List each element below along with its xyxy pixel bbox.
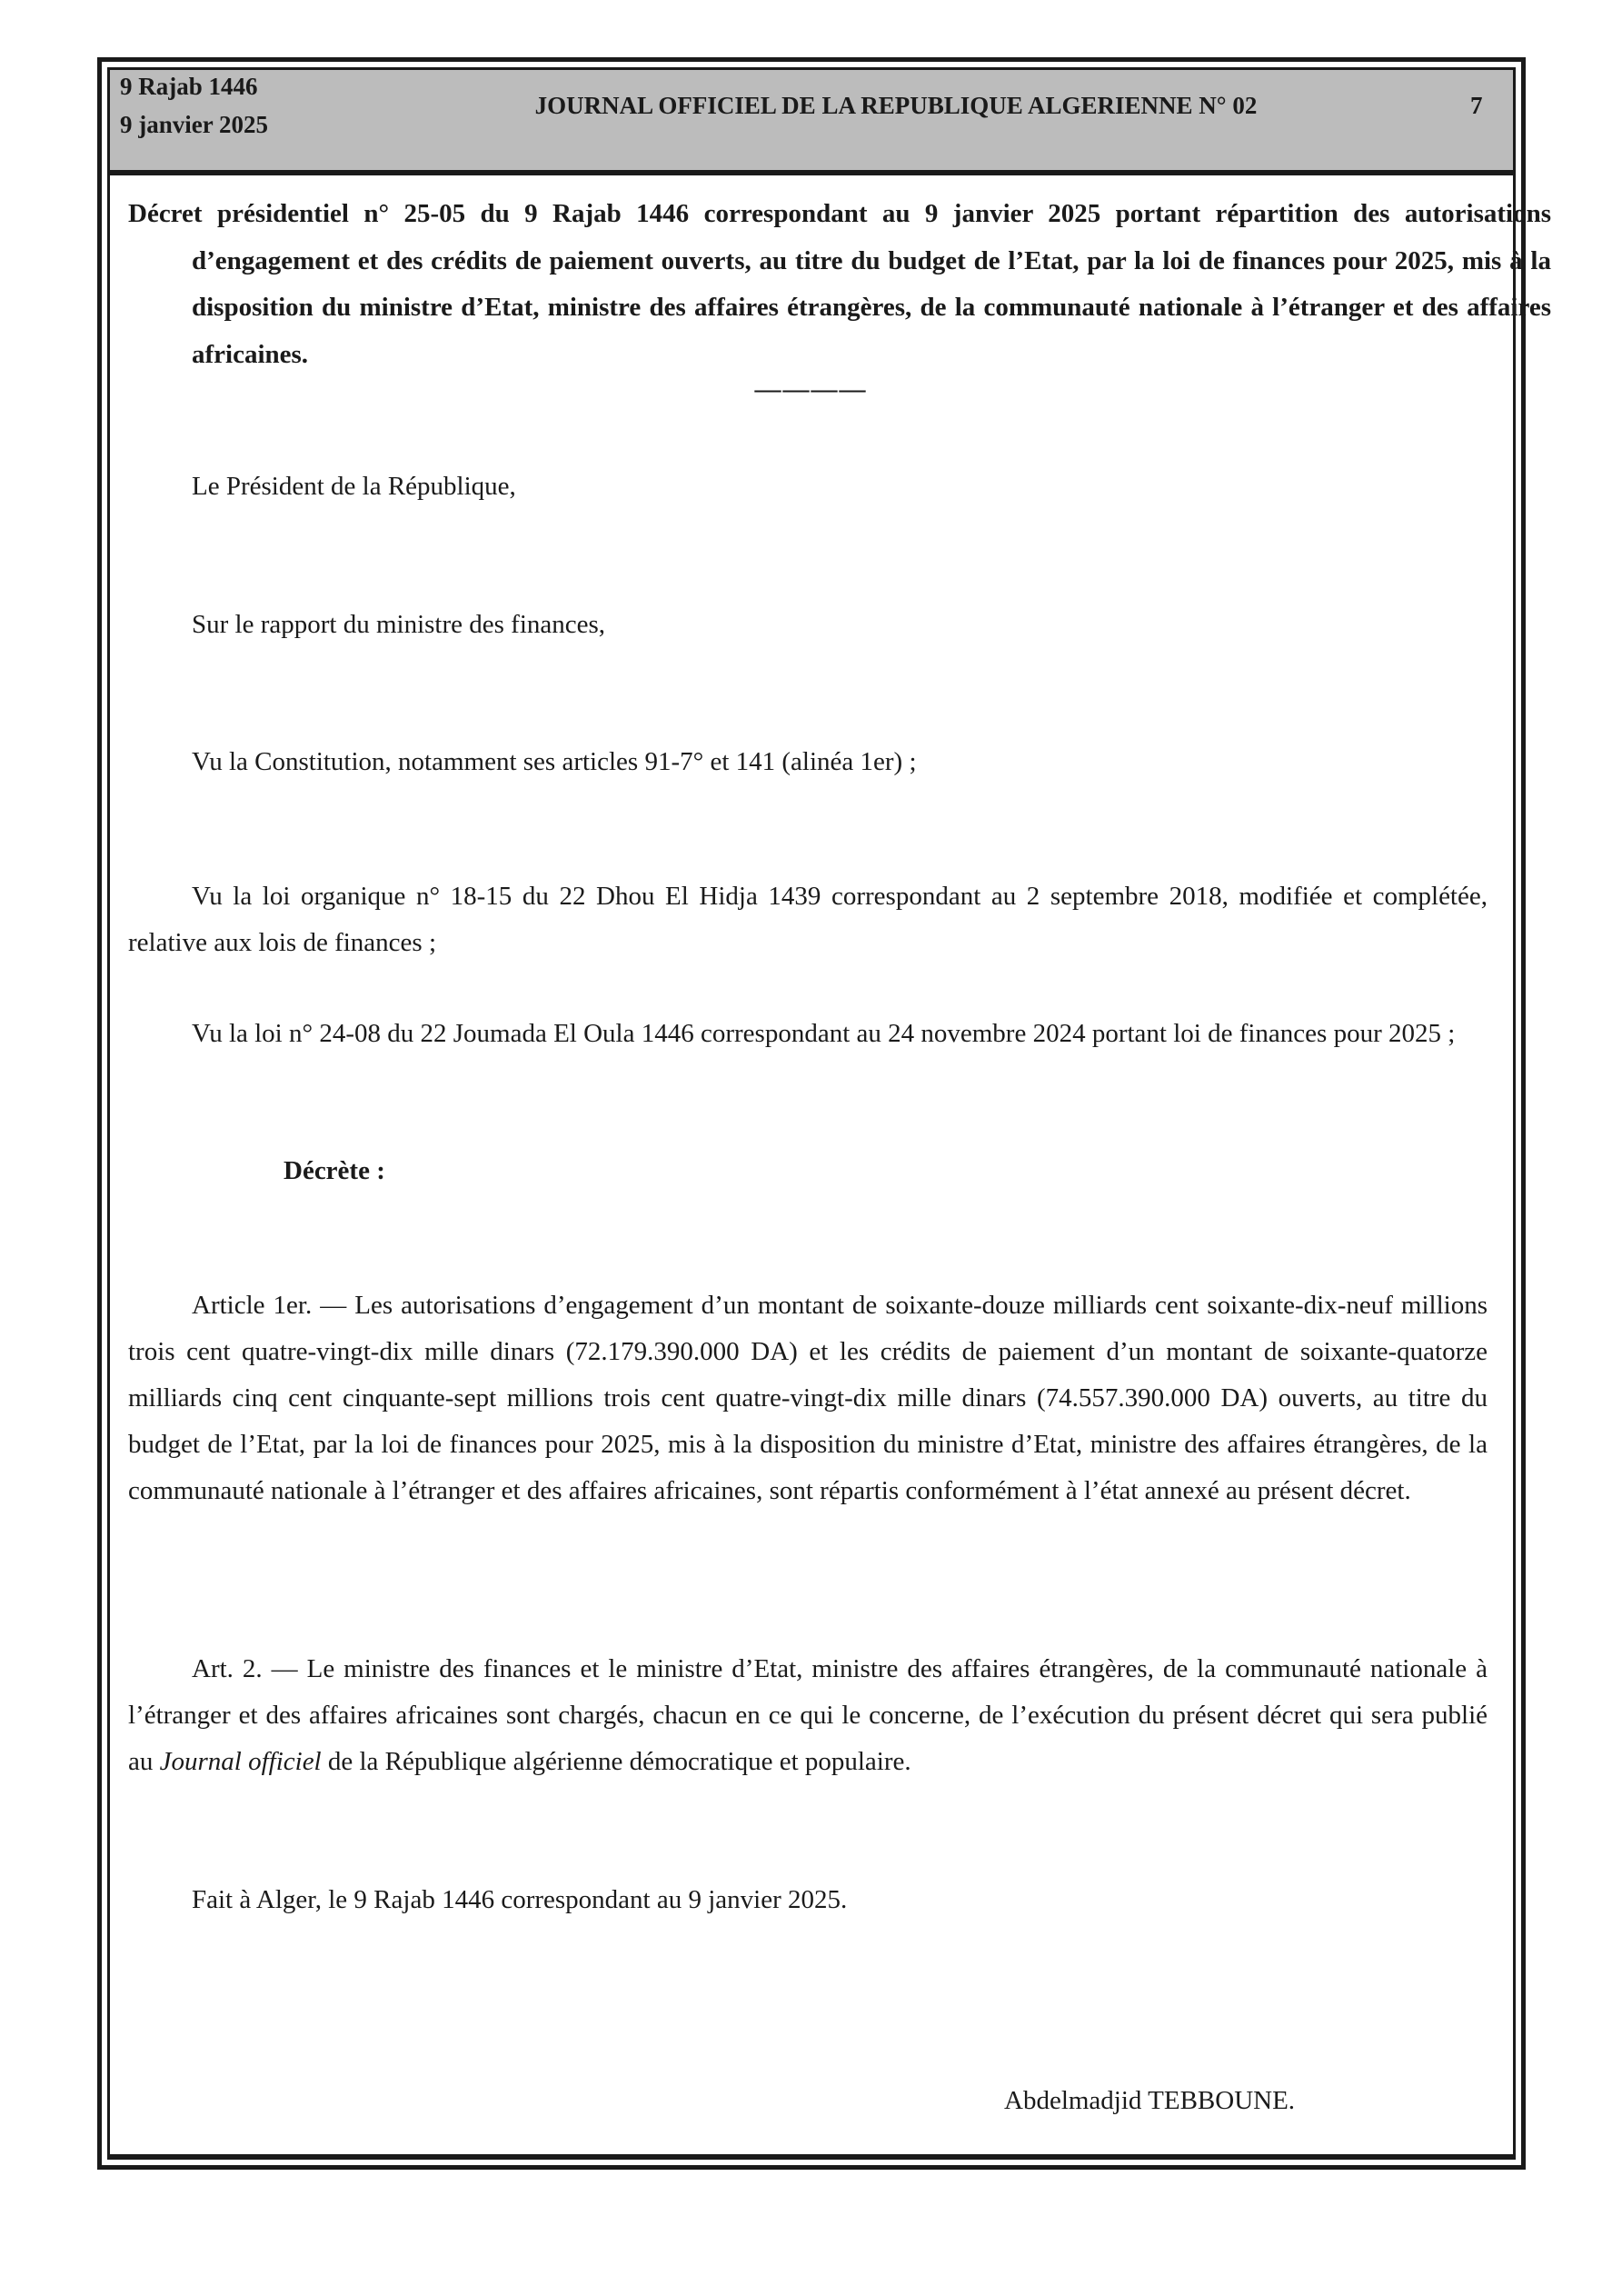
- fait-a-alger: Fait à Alger, le 9 Rajab 1446 correspondant au 9 janvier 2025.: [192, 1885, 848, 1914]
- vu-constitution: Vu la Constitution, notamment ses articles 91-7° et 141 (alinéa 1er) ;: [192, 747, 917, 776]
- header-date: 9 janvier 2025: [120, 111, 268, 138]
- decree-title: Décret présidentiel n° 25-05 du 9 Rajab 1446 correspondant au 9 janvier 2025 portant répartition des autorisations d’engagement et des crédits de paiement ouverts, au titre du budget de l’Etat, par la loi de finances pour 2025, mis à la disposition du ministre d’Etat, ministre des affaires étrangères, de la communauté nationale à l’étranger et des affaires africaines.: [128, 199, 1551, 369]
- journal-officiel-italic: Journal officiel: [159, 1747, 322, 1776]
- decrete-heading: Décrète :: [284, 1156, 385, 1185]
- article-2-text-end: de la République algérienne démocratique et populaire.: [321, 1747, 911, 1776]
- rapport-line: Sur le rapport du ministre des finances,: [192, 610, 606, 639]
- article-1: Article 1er. — Les autorisations d’engagement d’un montant de soixante-douze milliards cent soixante-dix-neuf millions trois cent quatre-vingt-dix mille dinars (72.179.390.000 DA) et les crédits de paiement d’un montant de soixante-quatorze milliards cinq cent cinquante-sept millions trois cent quatre-vingt-dix mille dinars (74.557.390.000 DA) ouverts, au titre du budget de l’Etat, par la loi de finances pour 2025, mis à la disposition du ministre d’Etat, ministre des affaires étrangères, de la communauté nationale à l’étranger et des affaires africaines, sont répartis conformément à l’état annexé au présent décret.: [128, 1291, 1488, 1505]
- signature: Abdelmadjid TEBBOUNE.: [1004, 2086, 1296, 2115]
- header-hijri-date: 9 Rajab 1446: [120, 73, 258, 100]
- title-separator: ————: [754, 374, 868, 404]
- journal-header: [110, 70, 1513, 175]
- vu-loi-organique: Vu la loi organique n° 18-15 du 22 Dhou El Hidja 1439 correspondant au 2 septembre 2018, modifiée et complétée, relative aux lois de finances ;: [128, 882, 1488, 957]
- president-line: Le Président de la République,: [192, 472, 516, 501]
- header-journal-title: JOURNAL OFFICIEL DE LA REPUBLIQUE ALGERIENNE N° 02: [534, 92, 1258, 119]
- article-2: [128, 1646, 1488, 1785]
- article-2-text: Art. 2. — Le ministre des finances et le ministre d’Etat, ministre des affaires étrangères, de la communauté nationale à l’étranger et des affaires africaines sont chargés, chacun en ce qui le concerne, de l’exécution du présent décret qui sera publié au: [128, 1654, 1488, 1776]
- header-page-number: 7: [1470, 92, 1483, 119]
- vu-loi-finances: Vu la loi n° 24-08 du 22 Joumada El Oula 1446 correspondant au 24 novembre 2024 portant loi de finances pour 2025 ;: [192, 1019, 1456, 1048]
